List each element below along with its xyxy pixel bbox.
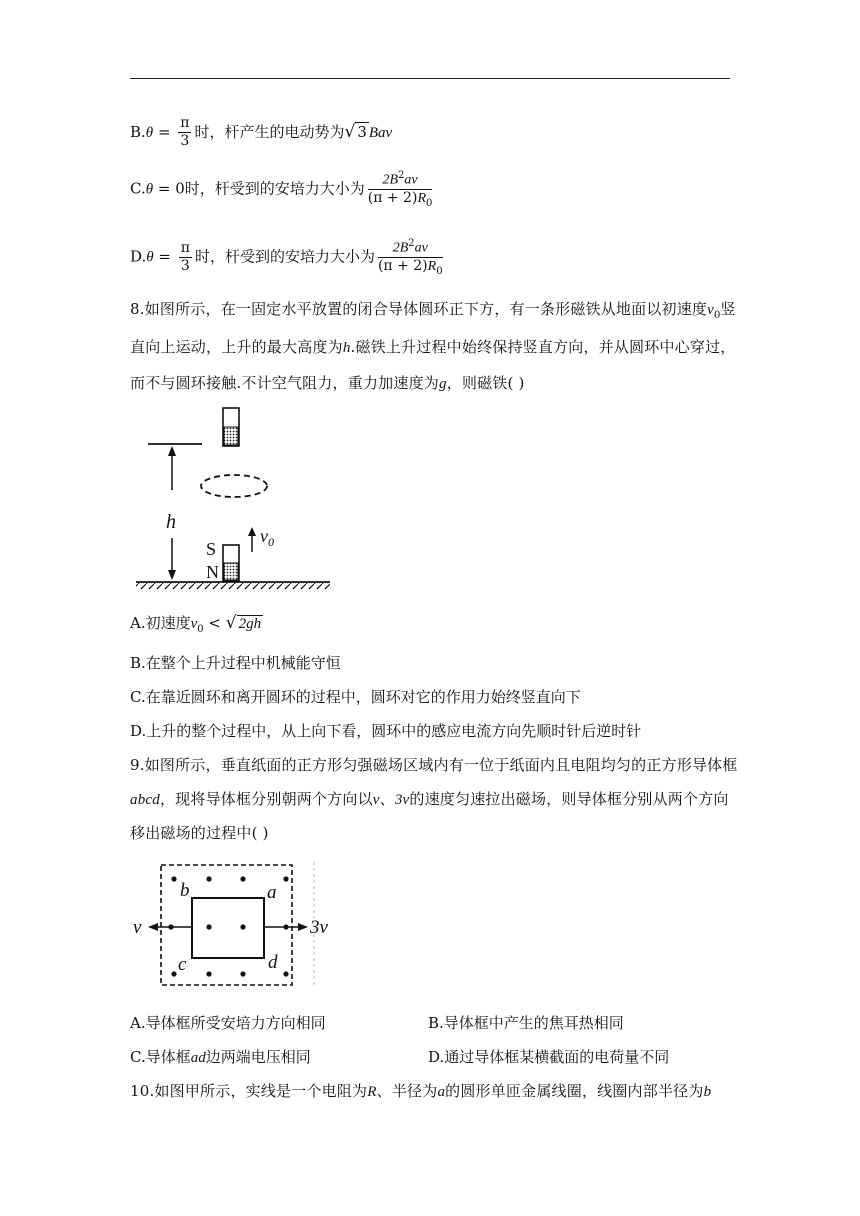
q8-option-c: C.在靠近圆环和离开圆环的过程中，圆环对它的作用力始终竖直向下 [130, 688, 581, 706]
header-rule [130, 78, 730, 79]
q9-option-b: B.导体框中产生的焦耳热相同 [428, 1014, 624, 1032]
q9-stem-line2: abcd，现将导体框分别朝两个方向以v、3v的速度匀速拉出磁场，则导体框分别从两个方向 [130, 790, 729, 808]
ground-hatch [136, 583, 330, 589]
q8-stem-line1: 8.如图所示，在一固定水平放置的闭合导体圆环正下方，有一条形磁铁从地面以初速度$v_0$竖 [130, 300, 736, 321]
arrowhead-up-icon [168, 446, 176, 456]
q7-option-d: D.θ = $\frac{\pi}{3}$ 时，杆受到的安培力大小为 $\frac{2B^2av}{(\pi + 2)R_0}$ [130, 238, 443, 277]
v0-label: $v_0$ [260, 526, 274, 549]
q7-option-b: B.θ = $\frac{\pi}{3}$ 时，杆产生的电动势为√ 3 Bav [130, 115, 393, 150]
q8-option-b: B.在整个上升过程中机械能守恒 [130, 654, 341, 672]
q9-option-c: C.导体框ad边两端电压相同 [130, 1048, 311, 1066]
corner-a-label: a [267, 882, 277, 903]
q9-stem-line3: 移出磁场的过程中( ) [130, 824, 269, 842]
arrowhead-left-icon [148, 923, 158, 931]
magnet-top [223, 408, 239, 446]
q9-frame-field-figure [130, 858, 340, 994]
s-pole-label: S [206, 539, 217, 559]
q7-option-c: C.θ = 0时，杆受到的安培力大小为 $\frac{2B^2av}{(\pi + 2)R_0}$ [130, 170, 433, 209]
3v-label: 3v [310, 917, 328, 938]
q8-stem-line3: 而不与圆环接触.不计空气阻力，重力加速度为g，则磁铁( ) [130, 374, 525, 392]
q9-option-d: D.通过导体框某横截面的电荷量不同 [428, 1048, 670, 1066]
q8-option-a: A.初速度$v_0$ < √ 2gh [130, 613, 262, 635]
n-pole-label: N [206, 562, 219, 582]
arrowhead-right-icon [298, 923, 308, 931]
q9-stem-line1: 9.如图所示，垂直纸面的正方形匀强磁场区域内有一位于纸面内且电阻均匀的正方形导体框 [130, 756, 738, 774]
q8-stem-line2: 直向上运动，上升的最大高度为h.磁铁上升过程中始终保持竖直方向，并从圆环中心穿过， [130, 338, 736, 356]
conducting-ring [201, 475, 267, 497]
magnet-bottom [223, 545, 239, 581]
corner-c-label: c [178, 954, 187, 975]
corner-b-label: b [180, 880, 190, 901]
q9-option-a: A.导体框所受安培力方向相同 [130, 1014, 326, 1032]
conductor-frame-abcd [192, 898, 264, 958]
q8-option-d: D.上升的整个过程中，从上向下看，圆环中的感应电流方向先顺时针后逆时针 [130, 722, 642, 740]
v-label: v [133, 917, 142, 938]
velocity-arrowhead-icon [248, 527, 256, 536]
arrowhead-down-icon [168, 570, 176, 580]
q8-magnet-ring-figure [130, 400, 340, 596]
q10-stem-line1: 10.如图甲所示，实线是一个电阻为R、半径为a的圆形单匝金属线圈，线圈内部半径为b [130, 1082, 712, 1100]
h-label: h [166, 511, 176, 533]
corner-d-label: d [268, 952, 278, 973]
